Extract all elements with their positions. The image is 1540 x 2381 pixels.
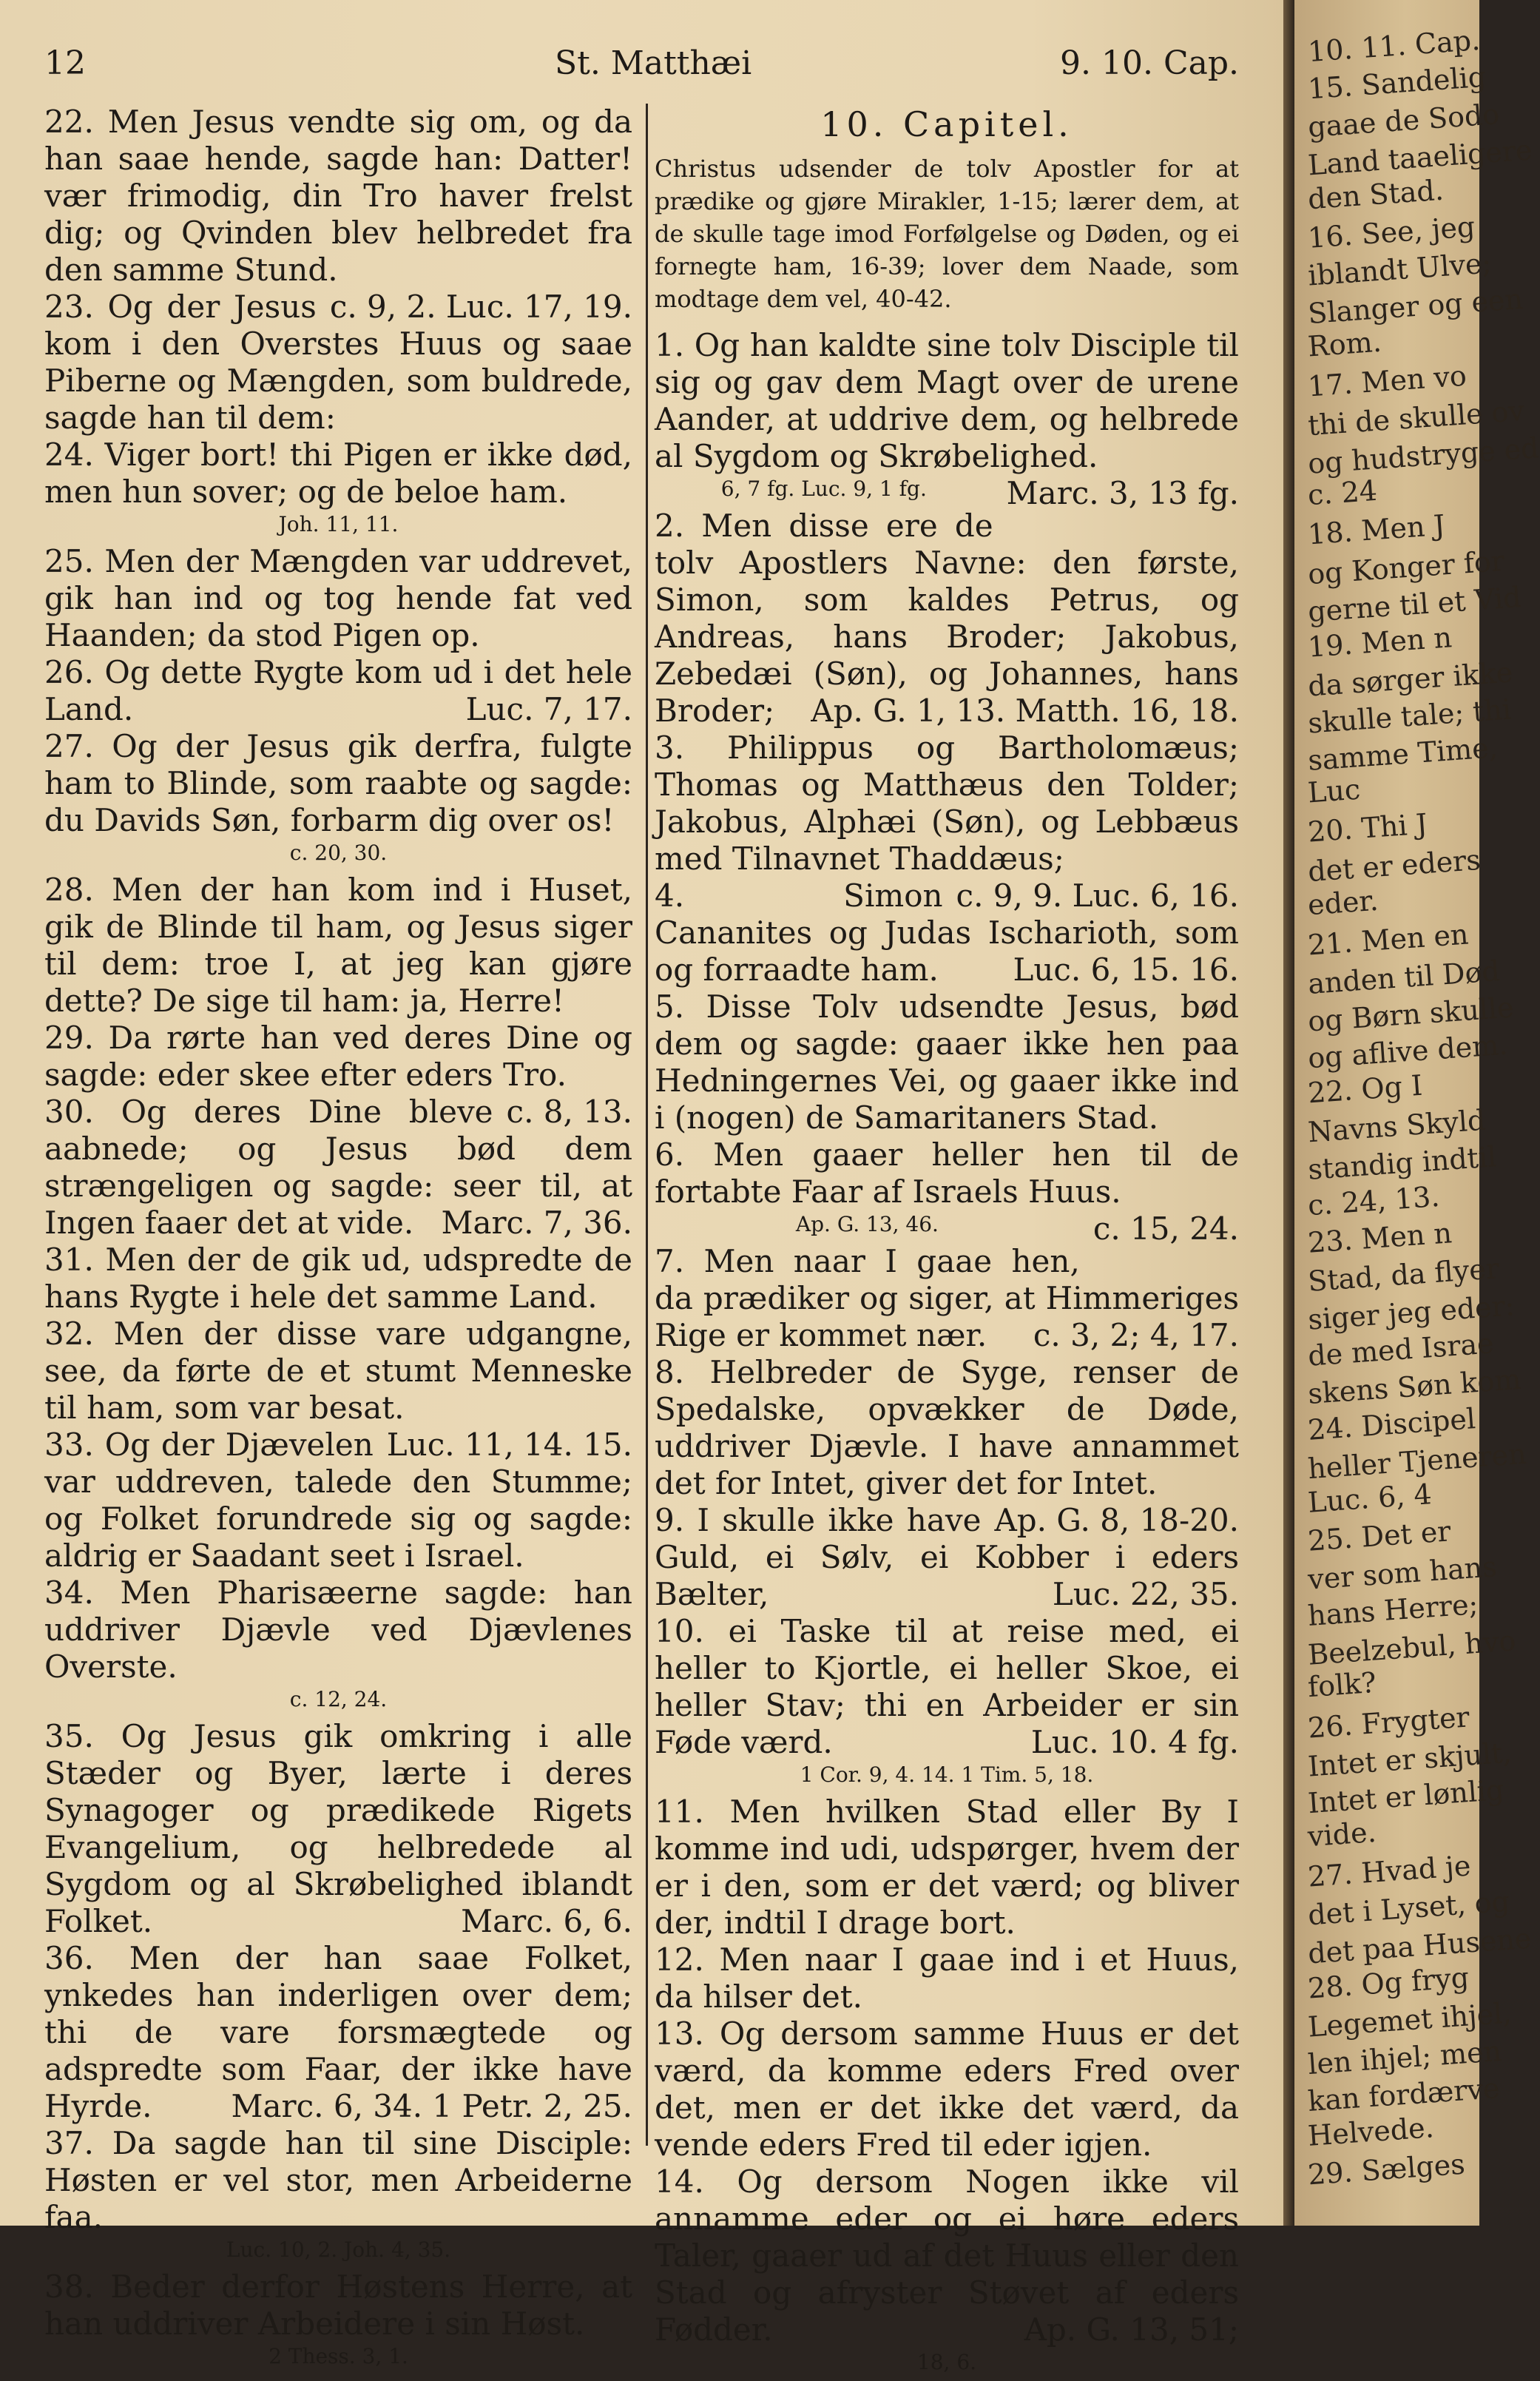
verse bbox=[655, 1794, 1239, 1941]
verse bbox=[44, 1718, 632, 1940]
cross-reference: c. 12, 24. bbox=[289, 1687, 388, 1711]
verse-reference: Ap. G. 1, 13. Matth. 16, 18. bbox=[811, 693, 1239, 729]
verse bbox=[44, 1316, 632, 1463]
verse bbox=[44, 728, 632, 839]
facing-line: 18. Men J bbox=[1306, 509, 1447, 551]
facing-line: gerne til et Vid bbox=[1306, 581, 1522, 629]
facing-line: 25. Det er bbox=[1306, 1515, 1452, 1557]
facing-line: Intet er skjult, bbox=[1306, 1736, 1513, 1783]
facing-line: og hudstryge ed bbox=[1306, 431, 1540, 480]
verse bbox=[655, 1613, 1239, 1761]
facing-line: skulle tale; thi bbox=[1306, 693, 1513, 740]
verse-text: 10. ei Taske til at reise med, ei heller to Kjortle, ei heller Skoe, ei heller Stav; thi en Arbeider er sin Føde værd. bbox=[655, 1613, 1239, 1760]
verse-text: 28. Men der han kom ind i Huset, gik de Blinde til ham, og Jesus siger til dem: troe I, at jeg kan gjøre dette? De sige til ham: ja, Herre! bbox=[44, 872, 632, 1019]
facing-line: og Konger for bbox=[1306, 544, 1506, 591]
verse-reference: Marc. 3, 13 fg. bbox=[1006, 475, 1239, 511]
facing-line: Helvede. bbox=[1306, 2111, 1435, 2153]
facing-line: anden til Død bbox=[1306, 954, 1502, 1000]
verse-text: 7. Men naar I gaae hen, da prædiker og siger, at Himmeriges Rige er kommet nær. bbox=[655, 1243, 1239, 1353]
facing-line: Luc bbox=[1306, 772, 1362, 809]
facing-line: 29. Sælges bbox=[1306, 2147, 1467, 2192]
verse-text: 13. Og dersom samme Huus er det værd, da komme eders Fred over det, men er det ikke det værd, da vende eders Fred til eder igjen. bbox=[655, 2015, 1239, 2163]
verse bbox=[44, 1940, 632, 2125]
verse bbox=[44, 543, 632, 654]
verse-reference: Luc. 10. 4 fg. bbox=[1030, 1724, 1239, 1760]
verse-text: 6. Men gaaer heller hen til de fortabte Faar af Israels Huus. bbox=[655, 1136, 1239, 1210]
verse bbox=[655, 508, 1239, 730]
verse-text: 32. Men der disse vare udgangne, see, da førte de et stumt Menneske til ham, som var besat. bbox=[44, 1316, 632, 1426]
facing-line: og Børn skulle bbox=[1306, 991, 1515, 1038]
facing-line: 15. Sandelig bbox=[1306, 60, 1487, 106]
verse bbox=[655, 2163, 1239, 2348]
verse bbox=[655, 989, 1239, 1136]
facing-line: Intet er lønlig bbox=[1306, 1773, 1505, 1820]
facing-line: Rom. bbox=[1306, 325, 1383, 363]
verse-text: 3. Philippus og Bartholomæus; Thomas og Matthæus den Tolder; Jakobus, Alphæi (Søn), og Lebbæus med Tilnavnet Thaddæus; bbox=[655, 730, 1239, 877]
facing-line: 26. Frygter bbox=[1306, 1700, 1471, 1745]
facing-line: det er eders bbox=[1306, 843, 1482, 888]
verse-reference: Marc. 7, 36. bbox=[441, 1205, 632, 1241]
verse-text: 37. Da sagde han til sine Disciple: Høsten er vel stor, men Arbeiderne faa. bbox=[44, 2125, 632, 2235]
verse-reference: Marc. 6, 34. 1 Petr. 2, 25. bbox=[231, 2088, 632, 2124]
facing-line: c. 24, 13. bbox=[1306, 1179, 1441, 1222]
right-column bbox=[655, 104, 1239, 2381]
facing-line: og aflive dem. bbox=[1306, 1028, 1509, 1075]
verse bbox=[44, 1020, 632, 1130]
verse-text: 35. Og Jesus gik omkring i alle Stæder og Byer, lærte i deres Synagoger og prædikede Rigets Evangelium, og helbredede al Sygdom og al Skrøbelighed iblandt Folket. bbox=[44, 1718, 632, 1939]
page-header bbox=[44, 44, 1239, 96]
verse bbox=[655, 1354, 1239, 1538]
verse-text: 22. Men Jesus vendte sig om, og da han saae hende, sagde han: Datter! vær frimodig, din Tro haver frelst dig; og Qvinden blev helbredet fra den samme Stund. bbox=[44, 104, 632, 288]
verse-text: 4. Simon Cananites og Judas Ischarioth, som og forraadte ham. bbox=[655, 878, 1239, 988]
facing-line: kan fordærve bbox=[1306, 2071, 1501, 2118]
verse-text: 38. Beder derfor Høstens Herre, at han uddriver Arbeidere i sin Høst. bbox=[44, 2269, 632, 2342]
verse-text: 30. Og deres Dine bleve aabnede; og Jesus bød dem strængeligen og sagde: seer til, at Ingen faaer det at vide. bbox=[44, 1094, 632, 1241]
book-gutter bbox=[1283, 0, 1294, 2226]
verse-reference: c. 9, 9. Luc. 6, 16. bbox=[956, 878, 1239, 914]
facing-line: vide. bbox=[1306, 1815, 1377, 1853]
chapter-title: 10. Capitel. bbox=[820, 104, 1073, 144]
verse-text: 31. Men der de gik ud, udspredte de hans Rygte i hele det samme Land. bbox=[44, 1242, 632, 1315]
facing-line: Land taaeligere bbox=[1306, 133, 1533, 182]
verse-reference: Marc. 6, 6. bbox=[461, 1903, 632, 1939]
facing-line: gaae de Sodo bbox=[1306, 97, 1501, 144]
facing-line: Legemet ihjel, bbox=[1306, 1996, 1513, 2044]
verse-reference: Luc. 6, 15. 16. bbox=[1013, 952, 1239, 988]
cross-reference: Joh. 11, 11. bbox=[278, 512, 399, 536]
facing-line: c. 24 bbox=[1306, 474, 1379, 512]
facing-line: det paa Husene bbox=[1306, 1922, 1533, 1970]
cross-reference: 6, 7 fg. Luc. 9, 1 fg. bbox=[720, 476, 927, 501]
verse-reference: Ap. G. 13, 51; bbox=[1024, 2311, 1239, 2348]
facing-line: 19. Men n bbox=[1306, 620, 1453, 664]
verse bbox=[44, 654, 632, 728]
verse-reference: c. 3, 2; 4, 17. bbox=[1033, 1317, 1239, 1353]
chapter-summary: Christus udsender de tolv Apostler for at prædike og gjøre Mirakler, 1-15; lærer dem, at de skulle tage imod Forfølgelse og Døden, og ei fornegte ham, 16-39; lover dem Naade, som modtage dem vel, 40-42. bbox=[655, 155, 1239, 313]
verse-reference: Ap. G. 8, 18-20. bbox=[994, 1502, 1239, 1538]
facing-line: Navns Skyld bbox=[1306, 1103, 1487, 1149]
facing-line: 28. Og fryg bbox=[1306, 1961, 1470, 2005]
facing-line: heller Tjeneren bbox=[1306, 1437, 1527, 1486]
verse bbox=[44, 2269, 632, 2343]
cross-reference: Luc. 10, 2. Joh. 4, 35. bbox=[226, 2237, 451, 2262]
verse-text: 36. Men der han saae Folket, ynkedes han inderligen over dem; thi de vare forsmægtede og adspredte som Faar, der ikke have Hyrde. bbox=[44, 1940, 632, 2124]
page-number: 12 bbox=[44, 44, 86, 82]
verse-text: 27. Og der Jesus gik derfra, fulgte ham to Blinde, som raabte og sagde: du Davids Søn, forbarm dig over os! bbox=[44, 728, 632, 838]
cross-reference: Ap. G. 13, 46. bbox=[795, 1212, 939, 1236]
verse bbox=[44, 104, 632, 325]
verse-text: 11. Men hvilken Stad eller By I komme ind udi, udspørger, hvem der er i den, som er det værd; og bliver der, indtil I drage bort. bbox=[655, 1794, 1239, 1941]
facing-line: da sørger ikke bbox=[1306, 656, 1514, 703]
verse bbox=[44, 1575, 632, 1685]
facing-page-fragment bbox=[1294, 0, 1540, 2226]
facing-line: siger jeg eder: bbox=[1306, 1289, 1516, 1336]
cross-reference: 2 Thess. 3, 1. bbox=[269, 2344, 408, 2368]
right-verse-list bbox=[655, 327, 1239, 2377]
verse-text: 8. Helbreder de Syge, renser de Spedalske, opvækker de Døde, uddriver Djævle. I have annammet det for Intet, giver det for Intet. bbox=[655, 1354, 1239, 1501]
verse-text: 33. Og der Djævelen var uddreven, talede den Stumme; og Folket forundrede sig og sagde: aldrig er Saadant seet i Israel. bbox=[44, 1427, 632, 1574]
facing-line: 27. Hvad je bbox=[1306, 1849, 1472, 1893]
facing-line: skens Søn kom bbox=[1306, 1363, 1522, 1411]
facing-line: samme Time, bbox=[1306, 730, 1499, 777]
facing-line: 17. Men vo bbox=[1306, 359, 1468, 403]
verse bbox=[44, 1242, 632, 1316]
verse-reference: c. 15, 24. bbox=[1092, 1210, 1239, 1247]
verse-text: 5. Disse Tolv udsendte Jesus, bød dem og sagde: gaaer ikke hen paa Hedningernes Vei, og gaaer ikke ind i (nogen) de Samaritaners Stad. bbox=[655, 989, 1239, 1136]
verse-reference: c. 8, 13. bbox=[506, 1094, 632, 1130]
facing-line: 23. Men n bbox=[1306, 1216, 1453, 1259]
cross-reference: 18, 6. bbox=[916, 2350, 977, 2374]
verse-text: 2. Men disse ere de tolv Apostlers Navne: den første, Simon, som kaldes Petrus, og Andreas, hans Broder; Jakobus, Zebedæi (Søn), og Johannes, hans Broder; bbox=[655, 508, 1239, 729]
facing-line: ver som hans bbox=[1306, 1550, 1499, 1596]
verse-reference: Luc. 22, 35. bbox=[1052, 1576, 1239, 1612]
verse-reference: Luc. 11, 14. 15. bbox=[386, 1427, 632, 1463]
facing-line: Luc. 6, 4 bbox=[1306, 1478, 1433, 1520]
chapter-reference: 9. 10. Cap. bbox=[1060, 44, 1239, 82]
verse bbox=[44, 2125, 632, 2236]
verse-text: 1. Og han kaldte sine tolv Disciple til sig og gav dem Magt over de urene Aander, at uddrive dem, og helbrede al Sygdom og Skrøbelighed. bbox=[655, 327, 1239, 474]
left-verse-list bbox=[44, 104, 632, 2371]
facing-line: det i Lyset, og bbox=[1306, 1885, 1511, 1932]
facing-line: de med Israe bbox=[1306, 1327, 1495, 1373]
verse bbox=[655, 730, 1239, 914]
verse bbox=[655, 2015, 1239, 2163]
verse-reference: Luc. 7, 17. bbox=[465, 691, 632, 727]
verse-text: 29. Da rørte han ved deres Dine og sagde: eder skee efter eders Tro. bbox=[44, 1020, 632, 1093]
facing-line: folk? bbox=[1306, 1666, 1377, 1704]
verse-text: 26. Og dette Rygte kom ud i det hele Land. bbox=[44, 654, 632, 727]
facing-line: eder. bbox=[1306, 883, 1379, 922]
facing-line: len ihjel; men bbox=[1306, 2034, 1503, 2081]
verse-text: 34. Men Pharisæerne sagde: han uddriver Djævle ved Djævlenes Overste. bbox=[44, 1575, 632, 1685]
verse-text: 25. Men der Mængden var uddrevet, gik han ind og tog hende fat ved Haanden; da stod Pigen op. bbox=[44, 543, 632, 653]
facing-line: hans Herre; bbox=[1306, 1588, 1479, 1633]
verse-reference: c. 9, 2. Luc. 17, 19. bbox=[329, 289, 632, 325]
facing-line: Slanger og een bbox=[1306, 283, 1524, 331]
facing-line: iblandt Ulve; bbox=[1306, 246, 1493, 292]
facing-line: thi de skulle ov bbox=[1306, 394, 1526, 442]
verse-text: 24. Viger bort! thi Pigen er ikke død, men hun sover; og de beloe ham. bbox=[44, 437, 632, 510]
verse-text: 9. I skulle ikke have Guld, ei Sølv, ei Kobber i eders Bælter, bbox=[655, 1502, 1239, 1612]
facing-line: 20. Thi J bbox=[1306, 807, 1429, 849]
verse bbox=[655, 1243, 1239, 1354]
cross-reference: 1 Cor. 9, 4. 14. 1 Tim. 5, 18. bbox=[800, 1762, 1094, 1787]
verse-text: 23. Og der Jesus kom i den Overstes Huus og saae Piberne og Mængden, som buldrede, sagde han til dem: bbox=[44, 289, 632, 436]
facing-line: 16. See, jeg bbox=[1306, 209, 1476, 255]
verse-text: 12. Men naar I gaae ind i et Huus, da hilser det. bbox=[655, 1941, 1239, 2015]
cross-reference: c. 20, 30. bbox=[289, 841, 388, 865]
verse-text: 14. Og dersom Nogen ikke vil annamme eder og ei høre eders Taler, gaaer ud af det Huus eller den Stad og afryster Støvet af eders Fødder. bbox=[655, 2163, 1239, 2348]
verse bbox=[44, 437, 632, 511]
left-column bbox=[44, 104, 632, 2375]
facing-line: standig indtil bbox=[1306, 1140, 1498, 1187]
running-title: St. Matthæi bbox=[555, 44, 752, 82]
facing-line: 22. Og I bbox=[1306, 1068, 1424, 1109]
facing-line: Stad, da flyer bbox=[1306, 1252, 1501, 1299]
column-divider bbox=[646, 104, 648, 2146]
facing-line: Beelzebul, hvo bbox=[1306, 1624, 1517, 1671]
verse bbox=[44, 872, 632, 1020]
verse bbox=[655, 1941, 1239, 2015]
facing-line: 21. Men en bbox=[1306, 917, 1470, 962]
facing-line: 24. Discipel bbox=[1306, 1401, 1477, 1447]
facing-line: den Stad. bbox=[1306, 174, 1445, 216]
facing-line: 10. 11. Cap. bbox=[1306, 23, 1482, 69]
